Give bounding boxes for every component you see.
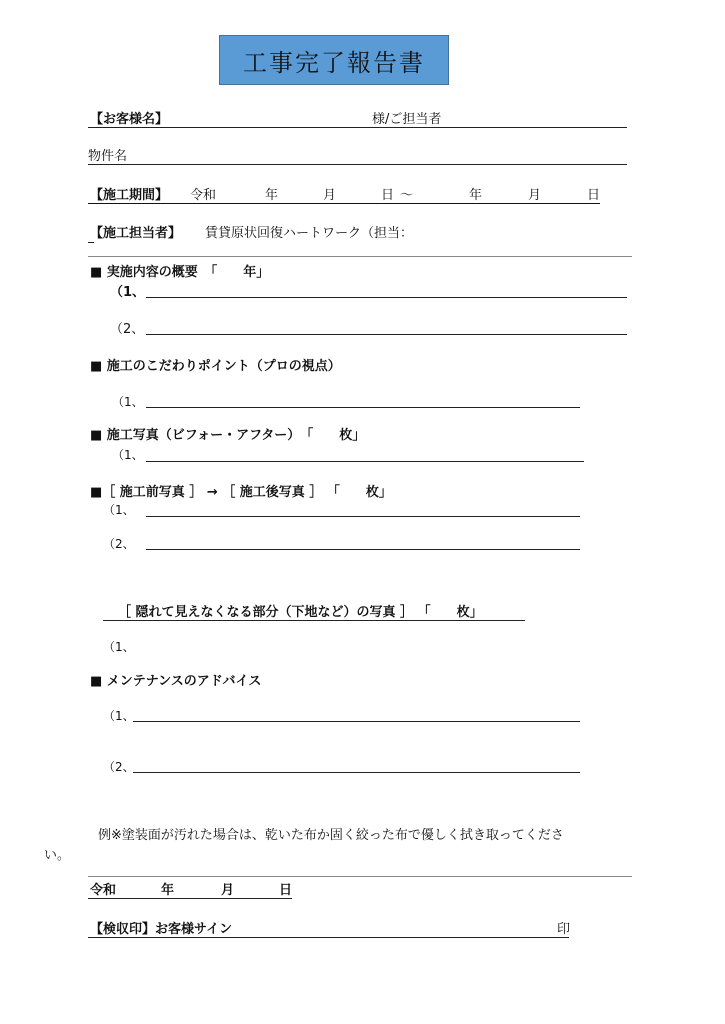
before-after-line-1 xyxy=(146,516,580,517)
period-day-end: 日 xyxy=(587,188,601,203)
hidden-item-1: （1、 xyxy=(103,640,135,654)
points-line-1 xyxy=(146,407,580,408)
staff-label: 【施工担当者】 xyxy=(90,226,182,241)
date-year: 年 xyxy=(161,883,175,898)
overview-heading: ■ 実施内容の概要 「 年」 xyxy=(90,265,270,280)
document-title: 工事完了報告書 xyxy=(219,35,449,85)
period-year-end: 年 xyxy=(469,188,483,203)
period-month: 月 xyxy=(323,188,337,203)
period-era: 令和 xyxy=(190,188,217,203)
property-label: 物件名 xyxy=(88,149,128,164)
example-line-2: い。 xyxy=(44,848,71,863)
before-after-item-1: （1、 xyxy=(103,503,135,517)
overview-line-1 xyxy=(146,297,627,298)
customer-suffix: 様/ご担当者 xyxy=(372,112,442,127)
date-underline xyxy=(88,898,292,899)
photos-heading: ■ 施工写真（ビフォー・アフター） 「 枚」 xyxy=(90,428,366,443)
overview-item-1: （1、 xyxy=(110,285,146,300)
maintenance-item-1: （1、 xyxy=(103,709,135,723)
customer-label: 【お客様名】 xyxy=(90,112,169,127)
staff-underline-stub xyxy=(88,242,94,243)
period-month-end: 月 xyxy=(528,188,542,203)
points-heading: ■ 施工のこだわりポイント（プロの視点） xyxy=(90,359,341,374)
overview-line-2 xyxy=(146,334,627,335)
date-era: 令和 xyxy=(90,883,117,898)
photos-line-1 xyxy=(146,461,584,462)
period-underline xyxy=(88,203,600,204)
before-after-heading: ■［ 施工前写真 ］ → ［ 施工後写真 ］ 「 枚」 xyxy=(90,485,392,500)
period-tilde: ～ xyxy=(400,188,414,203)
overview-item-2: （2、 xyxy=(110,322,145,337)
customer-underline xyxy=(88,127,627,128)
example-divider xyxy=(88,876,632,877)
maintenance-line-1 xyxy=(133,721,580,722)
before-after-line-2 xyxy=(146,549,580,550)
staff-value: 賃貸原状回復ハートワーク（担当： xyxy=(205,226,414,241)
points-item-1: （1、 xyxy=(112,395,144,409)
signature-underline xyxy=(88,937,569,938)
staff-divider xyxy=(88,256,632,257)
date-month: 月 xyxy=(221,883,235,898)
before-after-item-2: （2、 xyxy=(103,537,135,551)
date-day: 日 xyxy=(279,883,293,898)
period-label: 【施工期間】 xyxy=(90,188,169,203)
hidden-underline xyxy=(103,620,525,621)
maintenance-heading: ■ メンテナンスのアドバイス xyxy=(90,674,262,689)
hidden-heading: ［ 隠れて見えなくなる部分（下地など）の写真 ］ 「 枚」 xyxy=(118,605,483,620)
signature-label: 【検収印】お客様サイン xyxy=(90,922,233,937)
period-year: 年 xyxy=(265,188,279,203)
maintenance-line-2 xyxy=(133,772,580,773)
seal-mark: 印 xyxy=(557,922,571,937)
maintenance-item-2: （2、 xyxy=(103,760,135,774)
period-day: 日 xyxy=(381,188,395,203)
example-line-1: 例※塗装面が汚れた場合は、乾いた布か固く絞った布で優しく拭き取ってくださ xyxy=(98,828,564,843)
photos-item-1: （1、 xyxy=(112,448,144,462)
property-underline xyxy=(88,164,627,165)
